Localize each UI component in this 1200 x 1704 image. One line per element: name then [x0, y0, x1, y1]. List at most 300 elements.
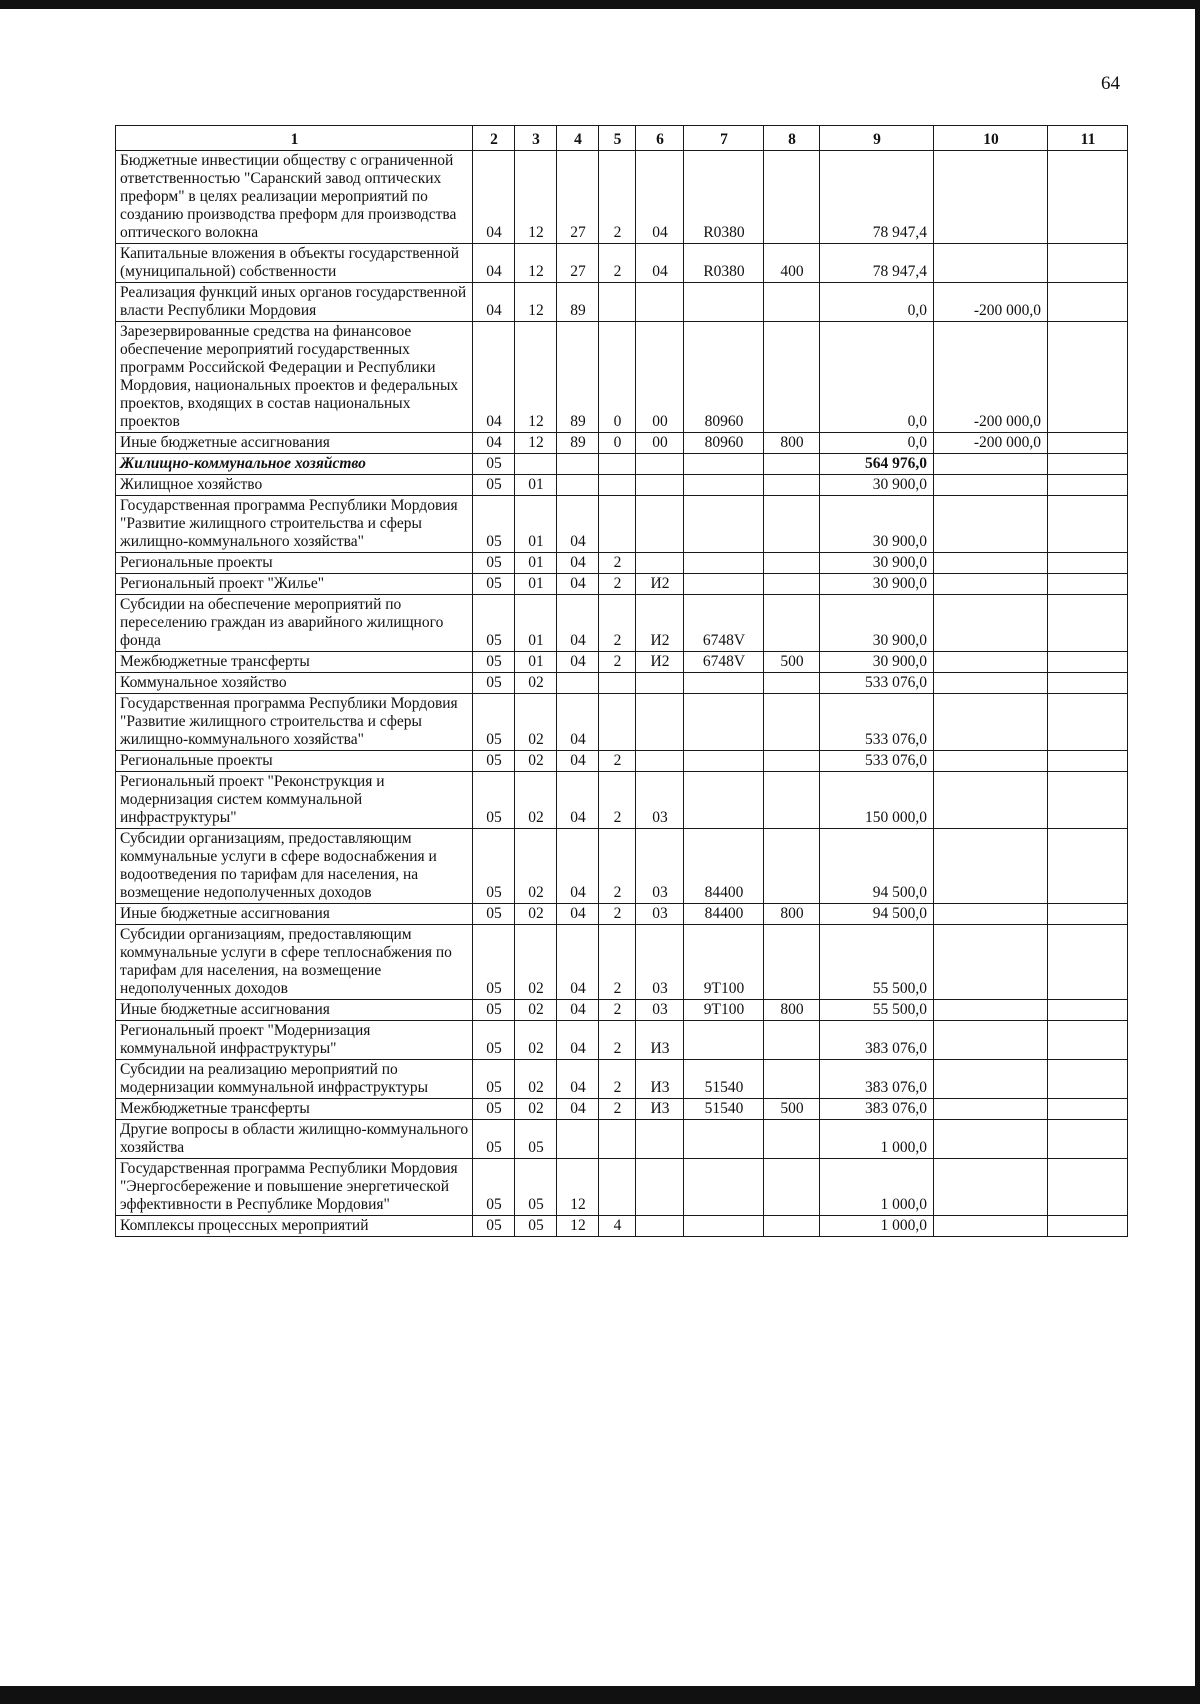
code-3-cell: 02 [515, 772, 557, 829]
row-name-cell: Субсидии на обеспечение мероприятий по переселению граждан из аварийного жилищного фонда [116, 595, 473, 652]
amount-9-cell: 1 000,0 [820, 1159, 934, 1216]
amount-9-cell: 30 900,0 [820, 475, 934, 496]
code-7-cell [684, 772, 764, 829]
table-row [116, 904, 1128, 925]
code-7-cell [684, 574, 764, 595]
amount-10-cell [934, 454, 1048, 475]
amount-10-cell [934, 694, 1048, 751]
table-row [116, 652, 1128, 673]
amount-10-cell: -200 000,0 [934, 433, 1048, 454]
code-4-cell: 04 [557, 496, 599, 553]
amount-9-cell: 533 076,0 [820, 673, 934, 694]
code-3-cell: 05 [515, 1159, 557, 1216]
code-3-cell: 01 [515, 574, 557, 595]
code-7-cell: 9Т100 [684, 925, 764, 1000]
code-7-cell: R0380 [684, 151, 764, 244]
code-8-cell: 800 [764, 433, 820, 454]
code-2-cell: 04 [473, 283, 515, 322]
table-row [116, 751, 1128, 772]
code-2-cell: 04 [473, 433, 515, 454]
column-header: 4 [557, 126, 599, 151]
code-6-cell: И3 [636, 1060, 684, 1099]
code-4-cell: 04 [557, 1099, 599, 1120]
code-8-cell [764, 925, 820, 1000]
code-5-cell: 0 [599, 433, 636, 454]
code-4-cell: 04 [557, 652, 599, 673]
code-8-cell [764, 283, 820, 322]
code-5-cell: 2 [599, 652, 636, 673]
row-name-cell: Жилищно-коммунальное хозяйство [116, 454, 473, 475]
code-4-cell [557, 475, 599, 496]
amount-10-cell: -200 000,0 [934, 283, 1048, 322]
amount-10-cell [934, 244, 1048, 283]
amount-11-cell [1048, 244, 1128, 283]
code-3-cell: 02 [515, 1021, 557, 1060]
code-2-cell: 05 [473, 1099, 515, 1120]
row-name-cell: Региональный проект "Модернизация коммунальной инфраструктуры" [116, 1021, 473, 1060]
amount-11-cell [1048, 283, 1128, 322]
code-8-cell: 800 [764, 1000, 820, 1021]
code-8-cell [764, 595, 820, 652]
code-5-cell [599, 475, 636, 496]
amount-9-cell: 78 947,4 [820, 151, 934, 244]
code-4-cell: 89 [557, 322, 599, 433]
amount-11-cell [1048, 574, 1128, 595]
amount-10-cell [934, 475, 1048, 496]
code-8-cell [764, 829, 820, 904]
amount-9-cell: 0,0 [820, 283, 934, 322]
amount-9-cell: 30 900,0 [820, 652, 934, 673]
code-2-cell: 05 [473, 673, 515, 694]
code-5-cell [599, 1159, 636, 1216]
amount-9-cell: 383 076,0 [820, 1060, 934, 1099]
amount-11-cell [1048, 496, 1128, 553]
code-2-cell: 05 [473, 496, 515, 553]
amount-11-cell [1048, 1021, 1128, 1060]
code-2-cell: 05 [473, 1120, 515, 1159]
code-3-cell: 12 [515, 433, 557, 454]
code-3-cell: 05 [515, 1216, 557, 1237]
code-4-cell: 04 [557, 694, 599, 751]
code-7-cell: 51540 [684, 1099, 764, 1120]
table-row [116, 151, 1128, 244]
table-row [116, 1060, 1128, 1099]
code-4-cell: 04 [557, 751, 599, 772]
code-7-cell: 6748V [684, 652, 764, 673]
table-row [116, 244, 1128, 283]
amount-11-cell [1048, 1000, 1128, 1021]
code-4-cell: 04 [557, 925, 599, 1000]
code-4-cell: 89 [557, 283, 599, 322]
code-3-cell: 01 [515, 595, 557, 652]
table-row [116, 1216, 1128, 1237]
code-7-cell [684, 694, 764, 751]
code-8-cell [764, 1120, 820, 1159]
amount-11-cell [1048, 694, 1128, 751]
code-2-cell: 05 [473, 1000, 515, 1021]
amount-10-cell [934, 1159, 1048, 1216]
amount-11-cell [1048, 751, 1128, 772]
code-2-cell: 05 [473, 1021, 515, 1060]
table-row [116, 772, 1128, 829]
code-2-cell: 05 [473, 1159, 515, 1216]
row-name-cell: Межбюджетные трансферты [116, 1099, 473, 1120]
code-5-cell [599, 694, 636, 751]
code-4-cell: 04 [557, 553, 599, 574]
code-2-cell: 05 [473, 904, 515, 925]
code-7-cell: 6748V [684, 595, 764, 652]
code-5-cell: 2 [599, 829, 636, 904]
code-2-cell: 05 [473, 454, 515, 475]
table-header-row [116, 126, 1128, 151]
code-4-cell: 27 [557, 244, 599, 283]
amount-9-cell: 55 500,0 [820, 1000, 934, 1021]
code-4-cell: 89 [557, 433, 599, 454]
code-7-cell: 51540 [684, 1060, 764, 1099]
code-6-cell [636, 1216, 684, 1237]
code-6-cell: 03 [636, 1000, 684, 1021]
amount-11-cell [1048, 151, 1128, 244]
amount-10-cell [934, 151, 1048, 244]
code-8-cell [764, 454, 820, 475]
code-4-cell: 04 [557, 1021, 599, 1060]
code-3-cell: 12 [515, 244, 557, 283]
row-name-cell: Другие вопросы в области жилищно-коммунального хозяйства [116, 1120, 473, 1159]
code-7-cell [684, 1021, 764, 1060]
code-6-cell [636, 475, 684, 496]
amount-10-cell [934, 751, 1048, 772]
column-header: 2 [473, 126, 515, 151]
code-7-cell [684, 283, 764, 322]
table-body [116, 151, 1128, 1237]
amount-11-cell [1048, 1159, 1128, 1216]
amount-9-cell: 0,0 [820, 322, 934, 433]
amount-10-cell [934, 829, 1048, 904]
amount-9-cell: 30 900,0 [820, 574, 934, 595]
row-name-cell: Государственная программа Республики Мордовия "Развитие жилищного строительства и сферы жилищно-коммунального хозяйства" [116, 496, 473, 553]
code-6-cell [636, 694, 684, 751]
row-name-cell: Коммунальное хозяйство [116, 673, 473, 694]
code-8-cell [764, 496, 820, 553]
code-7-cell [684, 1159, 764, 1216]
amount-9-cell: 30 900,0 [820, 595, 934, 652]
code-2-cell: 05 [473, 925, 515, 1000]
amount-10-cell [934, 553, 1048, 574]
amount-9-cell: 0,0 [820, 433, 934, 454]
code-3-cell: 01 [515, 496, 557, 553]
code-2-cell: 05 [473, 772, 515, 829]
column-header: 1 [116, 126, 473, 151]
table-row [116, 322, 1128, 433]
code-4-cell: 04 [557, 904, 599, 925]
code-4-cell: 04 [557, 772, 599, 829]
amount-9-cell: 55 500,0 [820, 925, 934, 1000]
row-name-cell: Иные бюджетные ассигнования [116, 904, 473, 925]
row-name-cell: Государственная программа Республики Мордовия "Развитие жилищного строительства и сферы жилищно-коммунального хозяйства" [116, 694, 473, 751]
code-8-cell [764, 1021, 820, 1060]
table-row [116, 694, 1128, 751]
code-5-cell: 4 [599, 1216, 636, 1237]
code-4-cell: 04 [557, 829, 599, 904]
code-7-cell: 84400 [684, 904, 764, 925]
amount-11-cell [1048, 772, 1128, 829]
code-3-cell: 02 [515, 904, 557, 925]
code-3-cell: 02 [515, 673, 557, 694]
code-5-cell: 2 [599, 553, 636, 574]
amount-10-cell [934, 574, 1048, 595]
code-5-cell: 2 [599, 1060, 636, 1099]
amount-9-cell: 78 947,4 [820, 244, 934, 283]
code-6-cell: 03 [636, 904, 684, 925]
code-2-cell: 05 [473, 652, 515, 673]
column-header: 3 [515, 126, 557, 151]
code-7-cell [684, 496, 764, 553]
code-6-cell: И3 [636, 1021, 684, 1060]
code-6-cell: 04 [636, 244, 684, 283]
row-name-cell: Капитальные вложения в объекты государственной (муниципальной) собственности [116, 244, 473, 283]
code-3-cell: 01 [515, 475, 557, 496]
amount-11-cell [1048, 673, 1128, 694]
page-number: 64 [1101, 73, 1120, 94]
row-name-cell: Региональные проекты [116, 751, 473, 772]
row-name-cell: Субсидии на реализацию мероприятий по модернизации коммунальной инфраструктуры [116, 1060, 473, 1099]
code-5-cell: 2 [599, 925, 636, 1000]
code-5-cell: 2 [599, 244, 636, 283]
code-5-cell: 2 [599, 574, 636, 595]
code-6-cell [636, 1120, 684, 1159]
row-name-cell: Реализация функций иных органов государственной власти Республики Мордовия [116, 283, 473, 322]
row-name-cell: Зарезервированные средства на финансовое обеспечение мероприятий государственных программ Российской Федерации и Республики Мордовия, национальных проектов и федеральных проектов, входящих в состав национальных проектов [116, 322, 473, 433]
code-6-cell: И2 [636, 652, 684, 673]
amount-11-cell [1048, 454, 1128, 475]
code-5-cell: 2 [599, 1021, 636, 1060]
row-name-cell: Иные бюджетные ассигнования [116, 1000, 473, 1021]
table-row [116, 1159, 1128, 1216]
code-2-cell: 05 [473, 574, 515, 595]
table-row [116, 1021, 1128, 1060]
code-2-cell: 04 [473, 151, 515, 244]
column-header: 7 [684, 126, 764, 151]
code-4-cell [557, 1120, 599, 1159]
code-3-cell: 12 [515, 322, 557, 433]
code-8-cell [764, 673, 820, 694]
code-4-cell: 04 [557, 574, 599, 595]
table-row [116, 433, 1128, 454]
amount-11-cell [1048, 652, 1128, 673]
table-row [116, 1120, 1128, 1159]
budget-table [115, 125, 1128, 1237]
code-6-cell [636, 553, 684, 574]
code-4-cell: 04 [557, 1060, 599, 1099]
amount-9-cell: 533 076,0 [820, 751, 934, 772]
code-8-cell [764, 574, 820, 595]
code-7-cell [684, 751, 764, 772]
code-6-cell: 04 [636, 151, 684, 244]
code-3-cell: 12 [515, 151, 557, 244]
table-row [116, 496, 1128, 553]
code-2-cell: 05 [473, 1060, 515, 1099]
code-2-cell: 05 [473, 595, 515, 652]
code-3-cell: 02 [515, 1000, 557, 1021]
amount-9-cell: 564 976,0 [820, 454, 934, 475]
table-row [116, 595, 1128, 652]
code-6-cell: 00 [636, 322, 684, 433]
code-7-cell [684, 1120, 764, 1159]
code-7-cell: 84400 [684, 829, 764, 904]
code-8-cell: 800 [764, 904, 820, 925]
code-7-cell: 9Т100 [684, 1000, 764, 1021]
column-header: 8 [764, 126, 820, 151]
row-name-cell: Региональные проекты [116, 553, 473, 574]
code-3-cell: 02 [515, 694, 557, 751]
amount-10-cell: -200 000,0 [934, 322, 1048, 433]
amount-11-cell [1048, 595, 1128, 652]
row-name-cell: Бюджетные инвестиции обществу с ограниченной ответственностью "Саранский завод оптических преформ" в целях реализации мероприятий по созданию производства преформ для производства оптического волокна [116, 151, 473, 244]
amount-10-cell [934, 904, 1048, 925]
amount-9-cell: 30 900,0 [820, 496, 934, 553]
amount-10-cell [934, 496, 1048, 553]
code-3-cell: 02 [515, 829, 557, 904]
amount-9-cell: 30 900,0 [820, 553, 934, 574]
code-2-cell: 05 [473, 475, 515, 496]
code-5-cell [599, 283, 636, 322]
amount-10-cell [934, 673, 1048, 694]
code-3-cell [515, 454, 557, 475]
amount-11-cell [1048, 322, 1128, 433]
row-name-cell: Иные бюджетные ассигнования [116, 433, 473, 454]
code-4-cell [557, 673, 599, 694]
amount-10-cell [934, 925, 1048, 1000]
code-6-cell [636, 751, 684, 772]
code-6-cell: 03 [636, 925, 684, 1000]
code-6-cell [636, 1159, 684, 1216]
amount-9-cell: 383 076,0 [820, 1021, 934, 1060]
amount-11-cell [1048, 1216, 1128, 1237]
code-3-cell: 02 [515, 1060, 557, 1099]
code-4-cell: 12 [557, 1159, 599, 1216]
table-row [116, 283, 1128, 322]
row-name-cell: Субсидии организациям, предоставляющим коммунальные услуги в сфере водоснабжения и водоотведения по тарифам для населения, на возмещение недополученных доходов [116, 829, 473, 904]
code-7-cell [684, 454, 764, 475]
code-2-cell: 05 [473, 1216, 515, 1237]
amount-11-cell [1048, 829, 1128, 904]
code-5-cell [599, 1120, 636, 1159]
scan-border-bottom [0, 1686, 1200, 1704]
code-8-cell: 500 [764, 652, 820, 673]
column-header: 6 [636, 126, 684, 151]
table-row [116, 454, 1128, 475]
code-3-cell: 12 [515, 283, 557, 322]
code-8-cell: 400 [764, 244, 820, 283]
scan-border-right [1195, 0, 1200, 1704]
code-5-cell: 2 [599, 151, 636, 244]
code-6-cell [636, 454, 684, 475]
code-8-cell: 500 [764, 1099, 820, 1120]
column-header: 9 [820, 126, 934, 151]
table-row [116, 553, 1128, 574]
code-3-cell: 02 [515, 925, 557, 1000]
amount-10-cell [934, 1000, 1048, 1021]
amount-9-cell: 94 500,0 [820, 829, 934, 904]
code-3-cell: 05 [515, 1120, 557, 1159]
column-header: 10 [934, 126, 1048, 151]
code-4-cell [557, 454, 599, 475]
code-7-cell [684, 1216, 764, 1237]
row-name-cell: Региональный проект "Жилье" [116, 574, 473, 595]
amount-9-cell: 94 500,0 [820, 904, 934, 925]
table-row [116, 475, 1128, 496]
code-4-cell: 27 [557, 151, 599, 244]
code-5-cell: 2 [599, 1000, 636, 1021]
code-5-cell: 2 [599, 772, 636, 829]
amount-10-cell [934, 595, 1048, 652]
row-name-cell: Региональный проект "Реконструкция и модернизация систем коммунальной инфраструктуры" [116, 772, 473, 829]
code-8-cell [764, 1060, 820, 1099]
row-name-cell: Жилищное хозяйство [116, 475, 473, 496]
amount-11-cell [1048, 925, 1128, 1000]
code-5-cell: 2 [599, 1099, 636, 1120]
amount-10-cell [934, 1216, 1048, 1237]
code-2-cell: 04 [473, 244, 515, 283]
code-6-cell [636, 673, 684, 694]
code-8-cell [764, 1216, 820, 1237]
amount-9-cell: 150 000,0 [820, 772, 934, 829]
code-7-cell [684, 673, 764, 694]
code-5-cell [599, 496, 636, 553]
amount-11-cell [1048, 1099, 1128, 1120]
code-6-cell [636, 496, 684, 553]
code-5-cell: 2 [599, 904, 636, 925]
code-2-cell: 05 [473, 829, 515, 904]
row-name-cell: Государственная программа Республики Мордовия "Энергосбережение и повышение энергетической эффективности в Республике Мордовия" [116, 1159, 473, 1216]
code-6-cell: И2 [636, 595, 684, 652]
amount-11-cell [1048, 553, 1128, 574]
code-7-cell: 80960 [684, 322, 764, 433]
budget-table-wrapper [115, 125, 1128, 1237]
code-3-cell: 02 [515, 751, 557, 772]
table-row [116, 829, 1128, 904]
code-6-cell: И2 [636, 574, 684, 595]
amount-10-cell [934, 652, 1048, 673]
code-4-cell: 04 [557, 595, 599, 652]
amount-11-cell [1048, 1120, 1128, 1159]
code-2-cell: 04 [473, 322, 515, 433]
code-4-cell: 12 [557, 1216, 599, 1237]
row-name-cell: Субсидии организациям, предоставляющим коммунальные услуги в сфере теплоснабжения по тарифам для населения, на возмещение недополученных доходов [116, 925, 473, 1000]
amount-9-cell: 383 076,0 [820, 1099, 934, 1120]
table-row [116, 925, 1128, 1000]
amount-9-cell: 1 000,0 [820, 1216, 934, 1237]
table-row [116, 673, 1128, 694]
amount-11-cell [1048, 475, 1128, 496]
code-8-cell [764, 772, 820, 829]
code-5-cell: 0 [599, 322, 636, 433]
row-name-cell: Межбюджетные трансферты [116, 652, 473, 673]
code-2-cell: 05 [473, 694, 515, 751]
code-7-cell [684, 553, 764, 574]
code-6-cell: 00 [636, 433, 684, 454]
code-5-cell [599, 673, 636, 694]
amount-9-cell: 1 000,0 [820, 1120, 934, 1159]
code-6-cell [636, 283, 684, 322]
row-name-cell: Комплексы процессных мероприятий [116, 1216, 473, 1237]
code-3-cell: 01 [515, 553, 557, 574]
code-7-cell: R0380 [684, 244, 764, 283]
code-8-cell [764, 322, 820, 433]
code-7-cell: 80960 [684, 433, 764, 454]
column-header: 5 [599, 126, 636, 151]
code-8-cell [764, 694, 820, 751]
